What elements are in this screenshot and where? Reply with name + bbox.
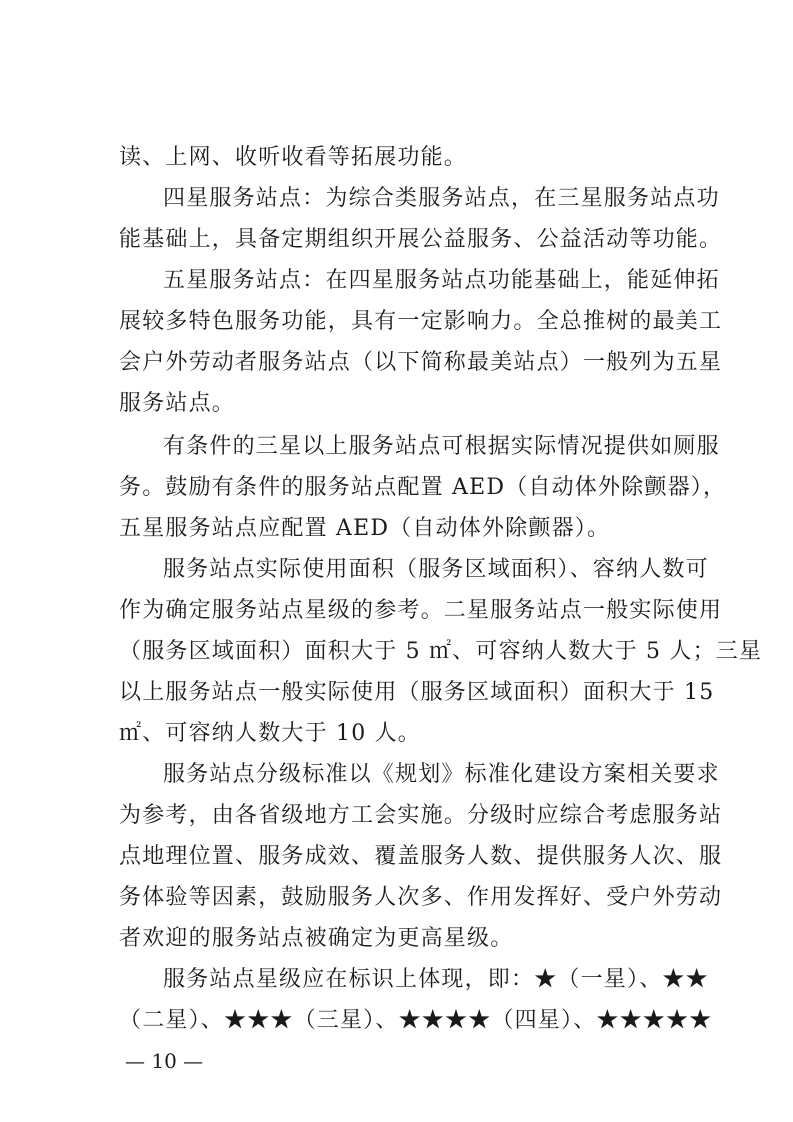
paragraph-line: 四星服务站点：为综合类服务站点，在三星服务站点功 (163, 186, 720, 211)
paragraph-line: 读、上网、收听收看等拓展功能。 (119, 145, 468, 170)
paragraph-line: 五星服务站点应配置 AED（自动体外除颤器）。 (119, 516, 611, 541)
paragraph-line: 会户外劳动者服务站点（以下简称最美站点）一般列为五星 (119, 350, 723, 375)
paragraph-line: 五星服务站点：在四星服务站点功能基础上，能延伸拓 (163, 268, 720, 293)
paragraph-line: 务体验等因素，鼓励服务人次多、作用发挥好、受户外劳动 (119, 885, 723, 910)
paragraph-line: 以上服务站点一般实际使用（服务区域面积）面积大于 15 (119, 680, 715, 705)
page-number: — 10 — (125, 1049, 204, 1073)
paragraph-line: 为参考，由各省级地方工会实施。分级时应综合考虑服务站 (119, 803, 723, 828)
paragraph-line: （二星）、★★★（三星）、★★★★（四星）、★★★★★ (119, 1008, 713, 1033)
paragraph-line: 有条件的三星以上服务站点可根据实际情况提供如厕服 (163, 434, 720, 459)
paragraph-line: ㎡、可容纳人数大于 10 人。 (119, 721, 421, 746)
paragraph-line: 点地理位置、服务成效、覆盖服务人数、提供服务人次、服 (119, 844, 723, 869)
paragraph-line: 务。鼓励有条件的服务站点配置 AED（自动体外除颤器）， (119, 475, 727, 500)
paragraph-line: 服务站点。 (119, 391, 236, 416)
paragraph-line: 服务站点星级应在标识上体现，即：★（一星）、★★ (163, 967, 709, 992)
paragraph-line: 能基础上，具备定期组织开展公益服务、公益活动等功能。 (119, 227, 723, 252)
paragraph-line: 服务站点分级标准以《规划》标准化建设方案相关要求 (163, 762, 720, 787)
paragraph-line: 服务站点实际使用面积（服务区域面积）、容纳人数可 (163, 557, 709, 582)
paragraph-line: 者欢迎的服务站点被确定为更高星级。 (119, 926, 514, 951)
paragraph-line: 作为确定服务站点星级的参考。二星服务站点一般实际使用 (119, 598, 723, 623)
paragraph-line: 展较多特色服务功能，具有一定影响力。全总推树的最美工 (119, 309, 723, 334)
paragraph-line: （服务区域面积）面积大于 5 ㎡、可容纳人数大于 5 人；三星 (119, 639, 763, 664)
